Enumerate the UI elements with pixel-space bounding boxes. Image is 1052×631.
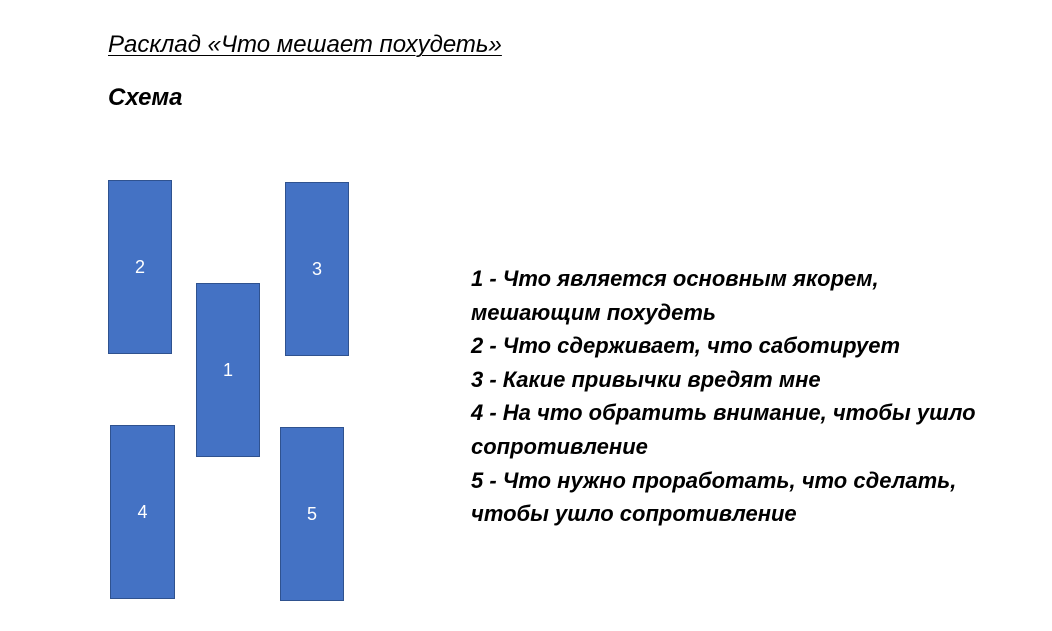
legend-line: 3 - Какие привычки вредят мне xyxy=(471,366,821,392)
legend-line: сопротивление xyxy=(471,433,648,459)
card-position-2 xyxy=(108,180,172,354)
card-position-1 xyxy=(196,283,260,457)
legend-line: 2 - Что сдерживает, что саботирует xyxy=(471,333,901,359)
positions-legend xyxy=(471,262,1041,531)
page-title: Расклад «Что мешает похудеть» xyxy=(108,31,502,58)
card-position-5 xyxy=(280,427,344,601)
legend-line: мешающим похудеть xyxy=(471,299,716,325)
card-position-4 xyxy=(110,425,175,599)
card-number: 1 xyxy=(222,359,233,380)
card-number: 2 xyxy=(134,256,145,277)
card-position-3 xyxy=(285,182,349,356)
card-number: 3 xyxy=(311,258,322,279)
legend-line: 1 - Что является основным якорем, xyxy=(471,266,879,291)
section-heading: Схема xyxy=(108,84,183,111)
legend-line: 5 - Что нужно проработать, что сделать, xyxy=(471,467,957,493)
card-number: 4 xyxy=(137,501,148,522)
card-number: 5 xyxy=(306,503,317,524)
legend-line: чтобы ушло сопротивление xyxy=(471,501,797,527)
legend-line: 4 - На что обратить внимание, чтобы ушло xyxy=(471,400,976,426)
